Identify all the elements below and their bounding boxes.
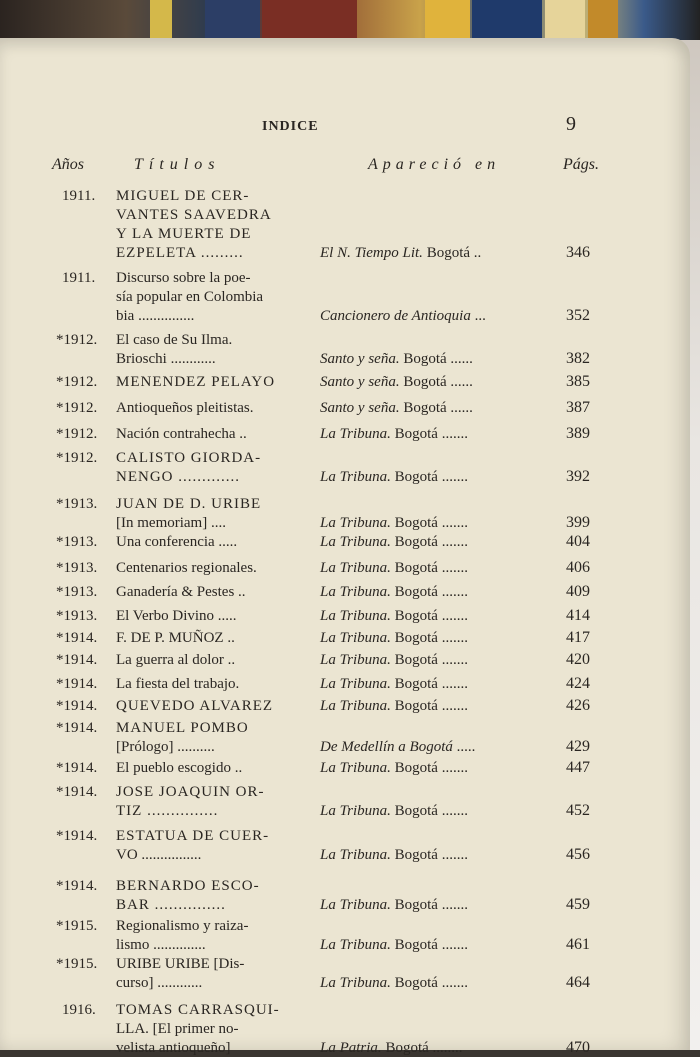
entry-year: *1914. (56, 652, 98, 668)
entry-title-line: URIBE URIBE [Dis- (116, 956, 245, 972)
entry-page-number: 399 (566, 514, 590, 531)
publication-place: Bogotá ....... (390, 469, 468, 485)
publication-name: El N. Tiempo Lit. (320, 245, 423, 261)
entry-year: *1912. (56, 426, 98, 442)
entry-title-line: Discurso sobre la poe- (116, 270, 251, 286)
entry-year: *1913. (56, 560, 98, 576)
entry-year: *1915. (56, 918, 98, 934)
entry-year: *1912. (56, 400, 98, 416)
entry-publication (320, 676, 468, 693)
publication-place: Bogotá ...... (399, 400, 473, 416)
entry-publication (320, 739, 475, 756)
entry-page-number: 406 (566, 559, 590, 576)
entry-title-line: BERNARDO ESCO- (116, 878, 260, 894)
entry-page-number: 417 (566, 629, 590, 646)
publication-name: La Tribuna. (320, 608, 391, 624)
entry-publication (320, 630, 468, 647)
entry-year: *1915. (56, 956, 98, 972)
publication-name: La Tribuna. (320, 426, 391, 442)
entry-title-line: VANTES SAAVEDRA (116, 207, 272, 223)
publication-place: ... (470, 308, 486, 324)
entry-publication (320, 975, 468, 992)
entry-publication (320, 1040, 463, 1057)
publication-name: La Tribuna. (320, 469, 391, 485)
entry-title-line: Regionalismo y raiza- (116, 918, 249, 934)
entry-title-line: bia ............... (116, 308, 195, 324)
entry-title-line: QUEVEDO ALVAREZ (116, 698, 274, 714)
publication-name: La Tribuna. (320, 630, 391, 646)
entry-publication (320, 469, 468, 486)
entry-year: *1914. (56, 828, 98, 844)
entry-page-number: 470 (566, 1039, 590, 1056)
column-header-published: Apareció en (368, 156, 501, 173)
publication-place: Bogotá ....... (390, 676, 468, 692)
entry-page-number: 387 (566, 399, 590, 416)
entry-year: *1914. (56, 720, 98, 736)
entry-title-line: Una conferencia ..... (116, 534, 238, 550)
entry-year: *1912. (56, 450, 98, 466)
entry-page-number: 385 (566, 373, 590, 390)
entry-year: *1912. (56, 374, 98, 390)
publication-name: La Tribuna. (320, 760, 391, 776)
publication-name: Santo y seña. (320, 374, 400, 390)
entry-title-line: El pueblo escogido .. (116, 760, 243, 776)
entry-title-line: La fiesta del trabajo. (116, 676, 240, 692)
publication-place: Bogotá ...... (399, 374, 473, 390)
column-header-title: Títulos (134, 156, 221, 173)
entry-year: *1914. (56, 878, 98, 894)
publication-place: Bogotá ....... (390, 652, 468, 668)
entry-page-number: 424 (566, 675, 590, 692)
entry-year: *1914. (56, 760, 98, 776)
entry-publication (320, 426, 468, 443)
entry-title-line: La guerra al dolor .. (116, 652, 236, 668)
entry-title-line: CALISTO GIORDA- (116, 450, 262, 466)
publication-name: La Patria. (320, 1040, 382, 1056)
publication-name: La Tribuna. (320, 676, 391, 692)
entry-page-number: 456 (566, 846, 590, 863)
entry-publication (320, 608, 468, 625)
entry-title-line: MENENDEZ PELAYO (116, 374, 276, 390)
entry-publication (320, 245, 481, 262)
publication-name: De Medellín a Bogotá (320, 739, 453, 755)
entry-title-line: [In memoriam] .... (116, 515, 226, 531)
publication-name: La Tribuna. (320, 698, 391, 714)
publication-place: Bogotá ....... (390, 608, 468, 624)
entry-page-number: 404 (566, 533, 590, 550)
publication-name: Santo y seña. (320, 400, 400, 416)
column-header-pages: Págs. (563, 156, 599, 173)
entry-title-line: ESTATUA DE CUER- (116, 828, 270, 844)
entry-year: *1913. (56, 534, 98, 550)
publication-name: La Tribuna. (320, 847, 391, 863)
entry-page-number: 420 (566, 651, 590, 668)
entry-year: *1912. (56, 332, 98, 348)
publication-place: Bogotá ....... (390, 515, 468, 531)
publication-place: Bogotá ....... (390, 760, 468, 776)
entry-year: *1914. (56, 676, 98, 692)
entry-page-number: 409 (566, 583, 590, 600)
publication-place: Bogotá ....... (390, 534, 468, 550)
entry-title-line: curso] ............ (116, 975, 203, 991)
entry-title-line: VO ................ (116, 847, 202, 863)
entry-publication (320, 374, 473, 391)
entry-publication (320, 897, 468, 914)
entry-year: *1913. (56, 496, 98, 512)
running-title: INDICE (262, 119, 319, 134)
publication-name: La Tribuna. (320, 584, 391, 600)
entry-publication (320, 652, 468, 669)
publication-name: La Tribuna. (320, 560, 391, 576)
entry-page-number: 352 (566, 307, 590, 324)
entry-publication (320, 760, 468, 777)
entry-publication (320, 515, 468, 532)
entry-year: *1914. (56, 630, 98, 646)
entry-publication (320, 584, 468, 601)
entry-page-number: 429 (566, 738, 590, 755)
entry-title-line: El caso de Su Ilma. (116, 332, 233, 348)
publication-place: Bogotá ....... (390, 803, 468, 819)
publication-place: Bogotá .. (422, 245, 482, 261)
entry-title-line: TIZ ............... (116, 803, 219, 819)
publication-place: Bogotá ....... (390, 560, 468, 576)
entry-title-line: Brioschi ............ (116, 351, 216, 367)
publication-place: Bogotá ...... (399, 351, 473, 367)
entry-publication (320, 803, 468, 820)
publication-name: Santo y seña. (320, 351, 400, 367)
publication-name: La Tribuna. (320, 803, 391, 819)
entry-year: *1914. (56, 784, 98, 800)
publication-place: Bogotá ....... (390, 698, 468, 714)
publication-place: Bogotá ....... (390, 937, 468, 953)
entry-title-line: lismo .............. (116, 937, 206, 953)
entry-publication (320, 308, 486, 325)
entry-title-line: JOSE JOAQUIN OR- (116, 784, 265, 800)
entry-title-line: MIGUEL DE CER- (116, 188, 250, 204)
publication-name: La Tribuna. (320, 897, 391, 913)
page-number: 9 (566, 113, 576, 135)
entry-title-line: BAR ............... (116, 897, 226, 913)
entry-title-line: [Prólogo] .......... (116, 739, 215, 755)
entry-year: 1916. (62, 1002, 96, 1018)
entry-title-line: El Verbo Divino ..... (116, 608, 237, 624)
entry-page-number: 452 (566, 802, 590, 819)
entry-title-line: EZPELETA ......... (116, 245, 244, 261)
entry-title-line: NENGO ............. (116, 469, 240, 485)
entry-publication (320, 698, 468, 715)
entry-page-number: 426 (566, 697, 590, 714)
publication-name: La Tribuna. (320, 937, 391, 953)
entry-title-line: Centenarios regionales. (116, 560, 257, 576)
entry-publication (320, 534, 468, 551)
entry-page-number: 447 (566, 759, 590, 776)
book-page (0, 38, 690, 1056)
entry-title-line: Y LA MUERTE DE (116, 226, 252, 242)
entry-title-line: Antioqueños pleitistas. (116, 400, 254, 416)
entry-title-line: sía popular en Colombia (116, 289, 264, 305)
entry-page-number: 414 (566, 607, 590, 624)
entry-title-line: TOMAS CARRASQUI- (116, 1002, 280, 1018)
entry-title-line: Nación contrahecha .. (116, 426, 247, 442)
entry-title-line: LLA. [El primer no- (116, 1021, 239, 1037)
publication-name: La Tribuna. (320, 652, 391, 668)
entry-year: *1913. (56, 608, 98, 624)
entry-page-number: 461 (566, 936, 590, 953)
entry-publication (320, 560, 468, 577)
publication-place: Bogotá ....... (390, 975, 468, 991)
entry-page-number: 459 (566, 896, 590, 913)
publication-place: Bogotá ....... (390, 847, 468, 863)
entry-year: *1914. (56, 698, 98, 714)
publication-place: Bogotá ....... (390, 584, 468, 600)
entry-page-number: 346 (566, 244, 590, 261)
entry-title-line: velista antioqueño] (116, 1040, 231, 1056)
entry-title-line: JUAN DE D. URIBE (116, 496, 262, 512)
entry-page-number: 392 (566, 468, 590, 485)
publication-name: La Tribuna. (320, 515, 391, 531)
entry-title-line: Ganadería & Pestes .. (116, 584, 246, 600)
publication-place: Bogotá ....... (390, 630, 468, 646)
entry-page-number: 464 (566, 974, 590, 991)
entry-publication (320, 351, 473, 368)
entry-title-line: MANUEL POMBO (116, 720, 249, 736)
entry-publication (320, 847, 468, 864)
publication-place: Bogotá ....... (390, 897, 468, 913)
entry-page-number: 389 (566, 425, 590, 442)
entry-publication (320, 400, 473, 417)
publication-name: La Tribuna. (320, 975, 391, 991)
column-header-year: Años (52, 156, 84, 173)
publication-name: La Tribuna. (320, 534, 391, 550)
entry-title-line: F. DE P. MUÑOZ .. (116, 630, 235, 646)
entry-year: 1911. (62, 270, 96, 286)
entry-page-number: 382 (566, 350, 590, 367)
publication-place: ..... (452, 739, 476, 755)
entry-publication (320, 937, 468, 954)
entry-year: 1911. (62, 188, 96, 204)
publication-place: Bogotá ........ (381, 1040, 463, 1056)
publication-name: Cancionero de Antioquia (320, 308, 471, 324)
entry-year: *1913. (56, 584, 98, 600)
publication-place: Bogotá ....... (390, 426, 468, 442)
